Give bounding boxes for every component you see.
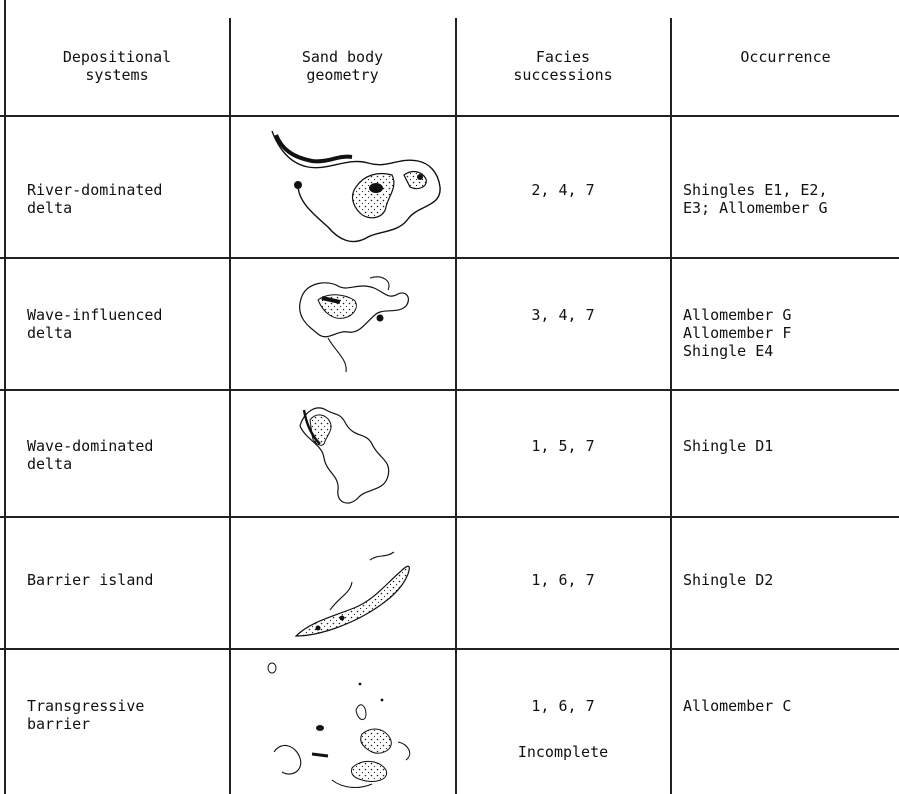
column-divider-1 [229, 18, 231, 794]
header-occurrence: Occurrence [740, 48, 831, 66]
row-1-facies: 2, 4, 7 [531, 181, 595, 199]
row-4-system: Barrier island [27, 571, 154, 589]
row-1-occurrence: Shingles E1, E2, E3; Allomember G [683, 181, 828, 217]
column-divider-2 [455, 18, 457, 794]
row-4-facies: 1, 6, 7 [531, 571, 595, 589]
transgressive-barrier-sketch-icon [262, 660, 432, 794]
row-rule-3 [0, 516, 899, 518]
wave-dominated-delta-sketch-icon [296, 398, 412, 510]
row-3-facies: 1, 5, 7 [531, 437, 595, 455]
row-4-occurrence: Shingle D2 [683, 571, 774, 589]
header-rule [0, 115, 899, 117]
row-5-facies: 1, 6, 7 [531, 697, 595, 715]
row-5-system: Transgressive barrier [27, 697, 145, 733]
row-2-occurrence: Allomember G Allomember F Shingle E4 [683, 306, 792, 360]
row-3-system: Wave-dominated delta [27, 437, 154, 473]
row-5-facies-note: Incomplete [517, 743, 609, 761]
river-dominated-delta-sketch-icon [268, 127, 448, 251]
row-2-system: Wave-influenced delta [27, 306, 163, 342]
row-rule-1 [0, 257, 899, 259]
row-5-occurrence: Allomember C [683, 697, 792, 715]
header-sand-body-geometry: Sand body geometry [301, 48, 384, 84]
header-facies-successions: Facies successions [513, 48, 613, 84]
barrier-island-sketch-icon [290, 550, 420, 644]
row-rule-4 [0, 648, 899, 650]
row-rule-2 [0, 389, 899, 391]
row-2-facies: 3, 4, 7 [531, 306, 595, 324]
row-3-occurrence: Shingle D1 [683, 437, 774, 455]
table-left-border [4, 0, 6, 794]
column-divider-3 [670, 18, 672, 794]
header-depositional-systems: Depositional systems [62, 48, 172, 84]
wave-influenced-delta-sketch-icon [288, 272, 418, 376]
row-1-system: River-dominated delta [27, 181, 163, 217]
